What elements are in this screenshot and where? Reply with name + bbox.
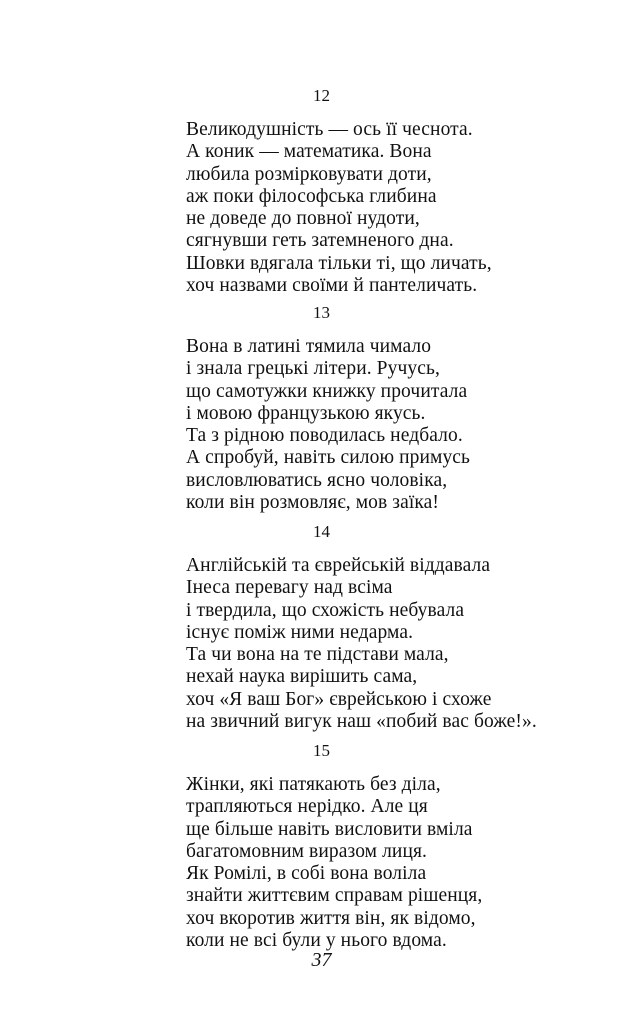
verse-line: А спробуй, навіть силою примусь bbox=[186, 447, 471, 469]
verse-line: Англійській та єврейській віддавала bbox=[186, 555, 491, 576]
verse-line: нехай наука вирішить сама, bbox=[186, 666, 418, 688]
verse-line: Жінки, які патякають без діла, bbox=[186, 774, 441, 795]
verse-line: Вона в латині тямила чимало bbox=[186, 336, 432, 357]
verse-line: і твердила, що схожість небувала bbox=[186, 599, 465, 621]
verse-line: Великодушність — ось її чеснота. bbox=[186, 119, 473, 140]
verse-line: аж поки філософська глибина bbox=[186, 185, 437, 207]
verse-line: висловлюватись ясно чоловіка, bbox=[186, 469, 448, 491]
verse-line: багатомовним виразом лиця. bbox=[186, 840, 428, 862]
verse-line: хоч вкоротив життя він, як відомо, bbox=[186, 907, 476, 929]
stanza-number: 15 bbox=[313, 741, 330, 760]
verse-line: Шовки вдягала тільки ті, що личать, bbox=[186, 252, 492, 274]
stanza-lines bbox=[186, 555, 537, 733]
verse-line: коли не всі були у нього вдома. bbox=[186, 930, 447, 952]
verse-line: А коник — математика. Вона bbox=[186, 141, 432, 163]
page-number: 37 bbox=[311, 949, 332, 971]
stanza-number: 12 bbox=[313, 86, 330, 105]
verse-line: і мовою французькою якусь. bbox=[186, 402, 426, 424]
verse-line: Та з рідною поводилась недбало. bbox=[186, 425, 463, 447]
verse-line: і знала грецькі літери. Ручусь, bbox=[186, 358, 440, 380]
stanza-lines bbox=[186, 336, 470, 514]
verse-line: існує поміж ними недарма. bbox=[186, 621, 414, 643]
stanza-number: 13 bbox=[313, 303, 330, 322]
stanza-lines bbox=[186, 119, 492, 297]
verse-line: сягнувши геть затемненого дна. bbox=[186, 230, 454, 252]
verse-line: знайти життєвим справам рішенця, bbox=[186, 885, 483, 907]
stanza-lines bbox=[186, 774, 482, 952]
verse-line: любила розмірковувати доти, bbox=[186, 163, 432, 185]
verse-line: хоч назвами своїми й пантеличать. bbox=[186, 275, 478, 297]
verse-line: на звичний вигук наш «побий вас боже!». bbox=[186, 711, 537, 733]
verse-line: не доведе до повної нудоти, bbox=[186, 208, 420, 230]
stanza-number: 14 bbox=[313, 522, 330, 541]
verse-line: що самотужки книжку прочитала bbox=[186, 380, 468, 402]
verse-line: Та чи вона на те підстави мала, bbox=[186, 644, 449, 666]
verse-line: хоч «Я ваш Бог» єврейською і схоже bbox=[186, 688, 492, 710]
verse-line: трапляються нерідко. Але ця bbox=[186, 796, 428, 818]
verse-line: коли він розмовляє, мов заїка! bbox=[186, 492, 440, 514]
verse-line: Інеса перевагу над всіма bbox=[186, 577, 393, 599]
verse-line: Як Ромілі, в собі вона воліла bbox=[186, 863, 427, 885]
verse-line: ще більше навіть висловити вміла bbox=[186, 818, 473, 840]
